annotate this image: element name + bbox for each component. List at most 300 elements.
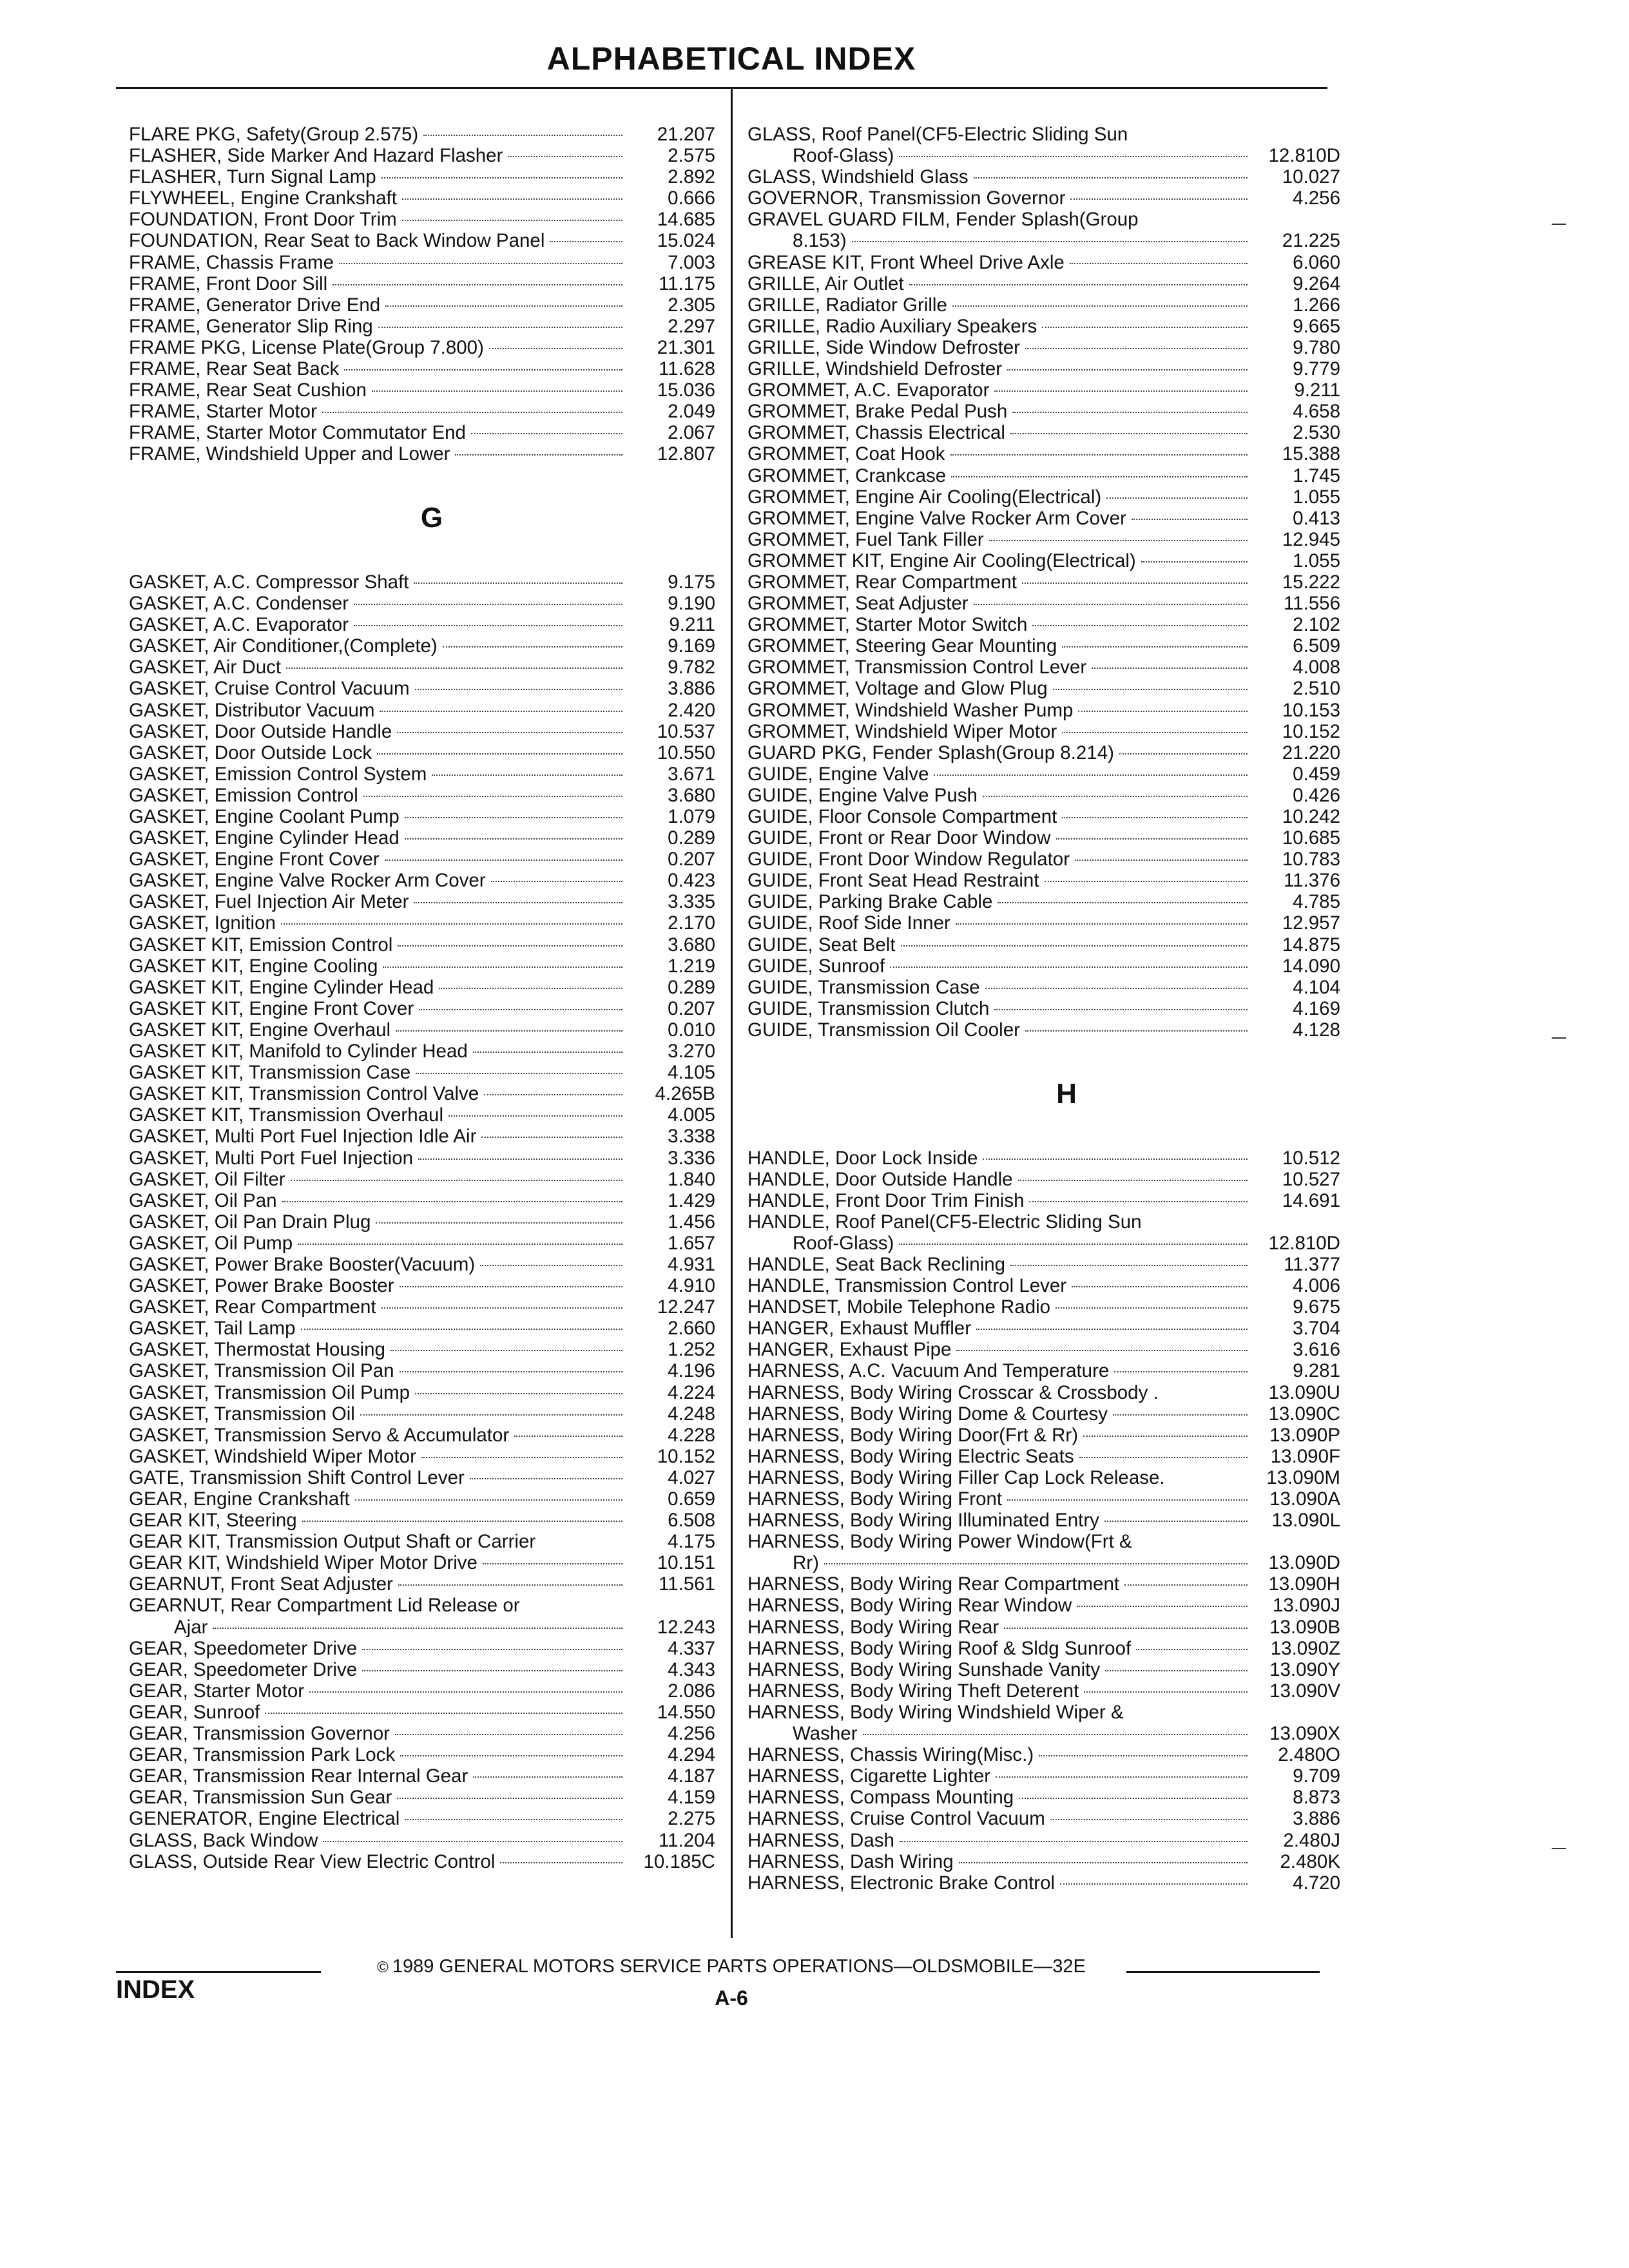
entry-text: GEAR, Starter Motor [129,1680,305,1702]
page-reference: 14.685 [657,209,715,231]
entry-text: HARNESS, Body Wiring Theft Deterent [747,1680,1079,1702]
page-reference: 12.247 [657,1296,715,1318]
page-reference: 13.090U [1268,1381,1340,1403]
index-entry [747,1403,1340,1425]
dot-leader [471,433,622,434]
page-reference: 14.090 [1282,955,1340,977]
page-reference: 13.090M [1266,1466,1340,1488]
entry-text: GROMMET, Fuel Tank Filler [747,528,984,550]
entry-text: GASKET, Oil Pan [129,1189,277,1211]
page-reference: 2.086 [668,1680,715,1702]
index-entry [129,1083,715,1104]
dot-leader [385,860,622,861]
index-entry [129,209,715,230]
entry-text: GUIDE, Floor Console Compartment [747,806,1057,827]
dot-leader [400,1286,622,1287]
entry-text: GASKET, Air Conditioner,(Complete) [129,635,438,657]
page-reference: 14.875 [1282,934,1340,956]
entry-text: HARNESS, Body Wiring Sunshade Vanity [747,1658,1101,1680]
index-entry [129,1446,715,1467]
entry-text: GEAR, Speedometer Drive [129,1658,358,1680]
page-reference: 2.275 [668,1808,715,1830]
page-title: ALPHABETICAL INDEX [546,41,916,77]
entry-text: GUIDE, Roof Side Inner [747,912,950,934]
dot-leader [1032,625,1248,626]
entry-text: Washer [793,1723,858,1745]
index-entry [747,721,1340,742]
page-reference: 10.153 [1282,699,1340,721]
dot-leader [402,220,622,221]
index-entry [129,1765,715,1787]
index-entry [747,912,1340,934]
page-reference: 2.480K [1280,1850,1340,1872]
index-entry [747,1190,1340,1211]
index-entry [129,742,715,764]
copyright-symbol: © [377,1959,389,1976]
dot-leader [1045,881,1248,882]
dot-leader [480,1265,622,1266]
page-reference: 15.024 [657,230,715,252]
page-reference: 6.060 [1293,251,1340,273]
entry-text: GROMMET, Starter Motor Switch [747,614,1028,636]
page-reference: 4.720 [1293,1872,1340,1894]
entry-text: HARNESS, Body Wiring Electric Seats [747,1445,1074,1467]
spacer [129,465,715,486]
entry-text: GLASS, Outside Rear View Electric Control [129,1850,496,1872]
entry-text: GASKET, Rear Compartment [129,1296,376,1318]
entry-text: GASKET, Multi Port Fuel Injection [129,1147,414,1169]
page-reference: 4.169 [1293,997,1340,1019]
page-reference: 2.297 [668,315,715,337]
index-entry [747,1595,1340,1616]
page-reference: 0.423 [668,870,715,892]
dot-leader [1104,1521,1248,1522]
index-entry [129,891,715,912]
page-reference: 2.067 [668,422,715,444]
dot-leader [402,198,622,200]
entry-text: GASKET, Cruise Control Vacuum [129,678,410,700]
index-entry [129,1744,715,1765]
index-entry [129,635,715,657]
dot-leader [354,625,622,626]
index-entry [129,700,715,721]
page-reference: 10.242 [1282,806,1340,827]
page-reference: 6.509 [1293,635,1340,657]
index-entry [129,1254,715,1275]
entry-text: HANGER, Exhaust Muffler [747,1318,972,1340]
entry-text: HANGER, Exhaust Pipe [747,1339,952,1361]
entry-text: GASKET, Oil Filter [129,1168,285,1190]
entry-text: GENERATOR, Engine Electrical [129,1808,400,1830]
dot-leader [1042,327,1248,328]
index-entry [129,572,715,593]
page-reference: 4.027 [668,1466,715,1488]
index-entry [129,614,715,635]
entry-text: GASKET, Door Outside Handle [129,720,392,742]
dot-leader [432,774,622,776]
page-reference: 0.426 [1293,784,1340,806]
dot-leader [952,305,1248,307]
page-reference: 1.745 [1293,465,1340,486]
index-entry [129,230,715,251]
entry-text: GROMMET, Windshield Washer Pump [747,699,1074,721]
entry-text: GUIDE, Transmission Case [747,976,980,998]
dot-leader [514,1436,622,1437]
page-reference: 13.090D [1268,1552,1340,1574]
dot-leader [950,454,1248,456]
dot-leader [473,1776,622,1778]
page-reference: 4.248 [668,1403,715,1425]
dot-leader [890,966,1248,968]
dot-leader [1022,582,1248,584]
index-entry [747,508,1340,529]
index-entry [747,230,1340,251]
entry-text: GEAR KIT, Windshield Wiper Motor Drive [129,1552,477,1574]
dot-leader [354,604,622,605]
dot-leader [1062,646,1248,648]
index-entry [747,785,1340,806]
page-reference: 9.211 [1294,380,1340,401]
dot-leader [1007,1499,1248,1501]
page-reference: 3.336 [668,1147,715,1169]
entry-text: GEARNUT, Rear Compartment Lid Release or [129,1595,520,1617]
page-reference: 0.289 [668,976,715,998]
page-reference: 4.006 [1293,1275,1340,1297]
dot-leader [1019,1798,1248,1799]
entry-text: GROMMET, Windshield Wiper Motor [747,720,1057,742]
dot-leader [1079,1457,1248,1458]
entry-text: GROMMET, Steering Gear Mounting [747,635,1057,657]
dot-leader [998,902,1248,903]
index-entry [129,1403,715,1425]
entry-text: GROMMET, Engine Valve Rocker Arm Cover [747,507,1126,529]
entry-text: HARNESS, Body Wiring Filler Cap Lock Release. [747,1466,1165,1488]
entry-text: GASKET KIT, Transmission Case [129,1062,411,1084]
index-entry [129,1488,715,1510]
page-reference: 10.151 [657,1552,715,1574]
index-entry [747,337,1340,358]
entry-text: GASKET, A.C. Condenser [129,593,349,615]
index-entry [747,700,1340,721]
dot-leader [899,1244,1248,1245]
page-reference: 13.090H [1268,1573,1340,1595]
page-reference: 0.659 [668,1488,715,1510]
entry-text: GLASS, Windshield Glass [747,166,969,188]
entry-text: HARNESS, A.C. Vacuum And Temperature [747,1360,1110,1382]
dot-leader [298,1244,622,1245]
entry-text: GASKET, Power Brake Booster [129,1275,394,1297]
entry-text: GUIDE, Transmission Oil Cooler [747,1019,1020,1041]
entry-text: GOVERNOR, Transmission Governor [747,187,1066,209]
page-reference: 9.169 [668,635,715,657]
dot-leader [385,305,622,307]
index-entry [747,1488,1340,1510]
entry-text: GUIDE, Engine Valve [747,763,929,785]
page-reference: 13.090Y [1269,1658,1340,1680]
page-reference: 4.256 [1293,187,1340,209]
index-entry [129,849,715,870]
dot-leader [443,646,622,648]
dot-leader [934,774,1248,776]
dot-leader [400,1371,622,1372]
index-entry [129,1190,715,1211]
page-reference: 4.265B [655,1083,715,1105]
entry-text: GEAR, Transmission Governor [129,1723,390,1745]
index-entry [129,273,715,294]
dot-leader [302,1521,622,1522]
entry-text: GEAR, Speedometer Drive [129,1637,358,1659]
dot-leader [473,1052,622,1053]
page-reference: 9.211 [669,614,715,636]
entry-text: HARNESS, Body Wiring Illuminated Entry [747,1510,1099,1532]
entry-text: GASKET, Ignition [129,912,276,934]
page-reference: 13.090P [1269,1424,1340,1446]
index-entry [129,1318,715,1339]
entry-text: Roof-Glass) [793,145,894,167]
page-reference: 10.527 [1282,1168,1340,1190]
dot-leader [383,966,622,968]
entry-text: HARNESS, Cruise Control Vacuum [747,1808,1045,1830]
page-reference: 15.036 [657,380,715,401]
page-reference: 8.873 [1293,1787,1340,1809]
entry-text: FRAME, Windshield Upper and Lower [129,443,450,465]
dot-leader [824,1563,1248,1564]
entry-text: GUIDE, Front Door Window Regulator [747,849,1070,870]
entry-text: GASKET, Tail Lamp [129,1318,296,1340]
page-reference: 10.512 [1282,1147,1340,1169]
dot-leader [899,156,1248,157]
index-entry [129,380,715,401]
page-reference: 3.338 [668,1126,715,1148]
index-entry [747,678,1340,699]
entry-text: GEAR KIT, Steering [129,1510,297,1532]
entry-text: GRAVEL GUARD FILM, Fender Splash(Group [747,209,1139,231]
index-entry [747,1765,1340,1787]
index-entry [129,358,715,380]
entry-text: GRILLE, Side Window Defroster [747,336,1020,358]
index-entry [129,1296,715,1318]
page-reference: 11.376 [1283,870,1340,892]
index-entry [129,870,715,891]
section-letter-g: G [420,502,443,534]
index-entry [129,1211,715,1233]
margin-tick [1552,1037,1566,1039]
dot-leader [360,1414,622,1416]
index-entry [747,358,1340,380]
entry-text: GASKET KIT, Transmission Overhaul [129,1104,444,1126]
page-reference: 12.807 [657,443,715,465]
index-entry [129,1851,715,1872]
entry-text: FLYWHEEL, Engine Crankshaft [129,187,397,209]
index-entry [129,1041,715,1062]
entry-text: GASKET KIT, Engine Front Cover [129,997,414,1019]
page-reference: 13.090J [1273,1595,1340,1617]
entry-text: GASKET, Transmission Servo & Accumulator [129,1424,510,1446]
entry-text: HARNESS, Electronic Brake Control [747,1872,1055,1894]
entry-text: FLASHER, Side Marker And Hazard Flasher [129,145,503,167]
dot-leader [1078,711,1248,712]
index-entry [747,593,1340,614]
index-entry [747,1148,1340,1169]
page-reference: 1.252 [668,1339,715,1361]
index-entry [747,614,1340,635]
dot-leader [416,1073,622,1074]
index-entry [747,1723,1340,1744]
index-entry [747,742,1340,764]
page-reference: 2.305 [668,294,715,316]
index-entry [747,934,1340,956]
index-entry [747,1296,1340,1318]
dot-leader [414,902,622,903]
page-reference: 3.616 [1293,1339,1340,1361]
dot-leader [405,838,622,840]
dot-leader [484,1094,622,1095]
title-rule [116,87,1327,89]
index-entry [747,1467,1340,1488]
entry-text: HARNESS, Body Wiring Rear Window [747,1595,1072,1617]
dot-leader [372,390,622,392]
index-entry [129,785,715,806]
entry-text: FRAME, Front Door Sill [129,273,328,294]
index-entry [129,1062,715,1083]
page-reference: 4.224 [668,1381,715,1403]
page-reference: 0.413 [1293,507,1340,529]
index-entry [747,1617,1340,1638]
entry-text: GROMMET, Transmission Control Lever [747,657,1087,678]
dot-leader [419,1009,622,1010]
dot-leader [1029,1201,1248,1202]
dot-leader [863,1734,1248,1735]
index-entry [747,1254,1340,1275]
dot-leader [282,1201,622,1202]
dot-leader [550,241,622,242]
index-entry [129,1808,715,1829]
dot-leader [309,1691,622,1693]
page-reference: 2.660 [668,1318,715,1340]
entry-text: GASKET, Engine Valve Rocker Arm Cover [129,870,486,892]
page-reference: 13.090L [1271,1510,1340,1532]
page-reference: 10.550 [657,742,715,764]
dot-leader [989,540,1248,541]
index-entry [747,1830,1340,1851]
index-entry [129,1104,715,1126]
page-reference: 10.152 [657,1445,715,1467]
index-entry [129,806,715,827]
entry-text: GASKET, A.C. Evaporator [129,614,349,636]
entry-text: FRAME, Generator Drive End [129,294,381,316]
entry-text: GROMMET, Seat Adjuster [747,593,969,615]
page-reference: 12.243 [657,1616,715,1638]
page-reference: 10.537 [657,720,715,742]
page-reference: 4.008 [1293,657,1340,678]
dot-leader [363,796,622,797]
dot-leader [1060,1883,1248,1885]
entry-text: HARNESS, Compass Mounting [747,1787,1014,1809]
dot-leader [362,1649,622,1650]
dot-leader [481,1137,622,1138]
page-number: A-6 [715,1986,748,2010]
index-entry [747,443,1340,465]
index-entry [747,465,1340,486]
dot-leader [390,1350,622,1351]
dot-leader [362,1670,622,1671]
dot-leader [398,945,622,947]
index-entry [747,1211,1340,1233]
dot-leader [339,263,622,264]
page-reference: 1.840 [668,1168,715,1190]
entry-text: Rr) [793,1552,819,1574]
index-entry [747,1019,1340,1041]
index-entry [129,998,715,1019]
index-entry [129,1382,715,1403]
dot-leader [1025,348,1248,349]
index-entry [747,1702,1340,1723]
index-entry [747,1360,1340,1381]
dot-leader [994,1009,1248,1010]
entry-text: GRILLE, Radiator Grille [747,294,947,316]
page-reference: 13.090A [1269,1488,1340,1510]
entry-text: GUIDE, Seat Belt [747,934,896,956]
dot-leader [380,711,622,712]
page-reference: 10.685 [1282,827,1340,849]
entry-text: HARNESS, Body Wiring Rear [747,1616,999,1638]
entry-text: GROMMET KIT, Engine Air Cooling(Electrical) [747,550,1136,572]
entry-text: GASKET, Engine Cylinder Head [129,827,400,849]
dot-leader [281,923,622,925]
page-reference: 9.665 [1293,315,1340,337]
index-entry [129,1275,715,1296]
dot-leader [1075,860,1248,861]
index-entry [129,1148,715,1169]
entry-text: FRAME, Rear Seat Cushion [129,380,367,401]
dot-leader [423,135,622,136]
entry-text: GROMMET, Chassis Electrical [747,422,1005,444]
entry-text: GASKET, Transmission Oil Pan [129,1360,394,1382]
dot-leader [956,1350,1248,1351]
page-reference: 4.159 [668,1787,715,1809]
dot-leader [1132,519,1248,520]
entry-text: FRAME, Generator Slip Ring [129,315,373,337]
index-entry [747,145,1340,166]
dot-leader [1070,263,1248,264]
index-entry [747,956,1340,977]
index-entry [747,806,1340,827]
page-reference: 1.079 [668,806,715,828]
entry-text: HARNESS, Body Wiring Roof & Sldg Sunroof [747,1637,1132,1659]
page-reference: 3.671 [668,763,715,785]
dot-leader [323,1841,622,1842]
entry-text: HANDLE, Door Outside Handle [747,1168,1013,1190]
page-reference: 9.709 [1293,1765,1340,1787]
index-entry [747,1531,1340,1552]
index-entry [129,1617,715,1638]
page-reference: 3.886 [668,678,715,700]
index-entry [747,1382,1340,1403]
page-reference: 2.892 [668,166,715,188]
index-entry [129,1467,715,1488]
index-entry [129,1723,715,1744]
index-entry [747,486,1340,508]
page-reference: 1.055 [1293,486,1340,508]
index-entry [747,1510,1340,1531]
index-entry [747,764,1340,785]
page-reference: 4.658 [1293,401,1340,423]
entry-text: GROMMET, Brake Pedal Push [747,401,1008,423]
page-reference: 2.102 [1293,614,1340,636]
entry-text: FOUNDATION, Front Door Trim [129,209,397,231]
dot-leader [381,1307,622,1309]
dot-leader [959,1862,1248,1863]
